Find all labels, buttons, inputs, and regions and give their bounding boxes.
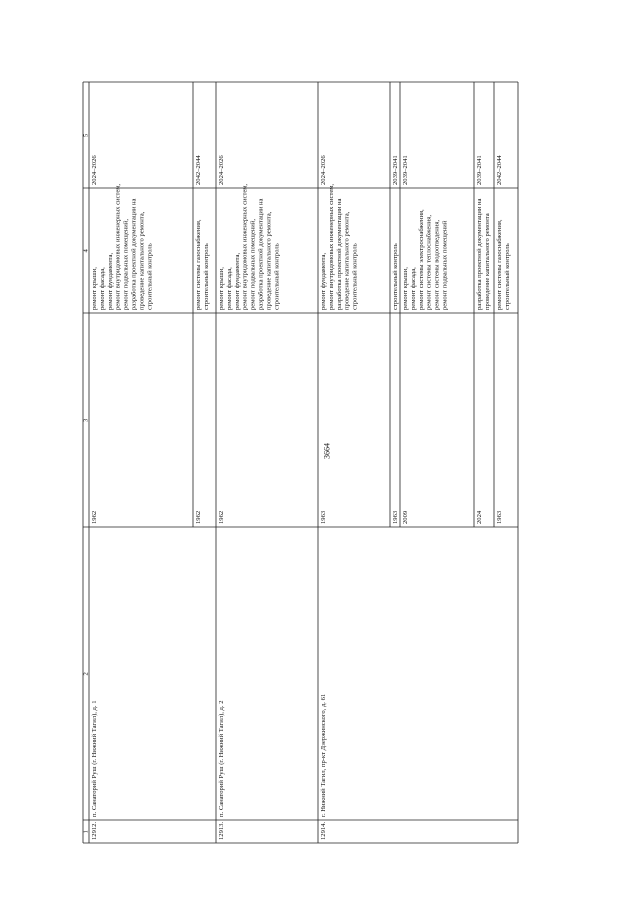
construction-year: 1963 xyxy=(496,510,503,524)
entry-address: п. Санаторий Руш (г. Нижний Тагил), д. 1 xyxy=(91,700,98,817)
work-item: строительный контроль xyxy=(202,243,210,310)
work-period: 2024–2026 xyxy=(91,155,98,185)
column-number-3: 3 xyxy=(82,418,90,422)
work-item: проведение капитального ремонта, xyxy=(343,211,351,310)
work-item: ремонт фундамента, xyxy=(233,252,241,310)
work-item: строительный контроль xyxy=(146,243,154,310)
work-item: строительный контроль xyxy=(392,243,399,310)
work-item: ремонт крыши, xyxy=(402,267,409,310)
work-item: ремонт внутридомовых инженерных систем, xyxy=(327,183,335,310)
entry-number: 12914. xyxy=(320,821,327,840)
work-item: проведение капитального ремонта xyxy=(483,213,491,310)
work-item: разработка проектной документации на xyxy=(335,198,343,310)
work-item: строительный контроль xyxy=(273,243,281,310)
work-item: ремонт подвальных помещений, xyxy=(122,219,130,310)
construction-year: 2024 xyxy=(476,510,483,524)
work-item: ремонт системы газоснабжения, xyxy=(496,219,503,310)
column-number-4: 4 xyxy=(82,249,90,253)
work-item: строительный контроль xyxy=(503,243,511,310)
work-item: ремонт системы водоотведения, xyxy=(433,219,441,310)
construction-year: 1963 xyxy=(320,510,327,524)
column-number-5: 5 xyxy=(82,133,90,137)
work-item: ремонт системы газоснабжения, xyxy=(195,219,202,310)
work-period: 2039–2041 xyxy=(402,155,409,185)
work-item: ремонт крыши, xyxy=(218,267,225,310)
work-period: 2039–2041 xyxy=(476,155,483,185)
work-period: 2024–2026 xyxy=(218,155,225,185)
work-item: ремонт подвальных помещений, xyxy=(249,219,257,310)
work-item: строительный контроль xyxy=(351,243,359,310)
column-number-2: 2 xyxy=(82,672,90,676)
work-item: проведение капитального ремонта, xyxy=(265,211,273,310)
work-item: ремонт фасада, xyxy=(409,267,417,310)
work-item: ремонт внутридомовых инженерных систем, xyxy=(114,183,122,310)
construction-year: 1962 xyxy=(195,510,202,524)
table-text xyxy=(83,133,511,840)
construction-year: 1962 xyxy=(91,510,98,524)
work-period: 2039–2041 xyxy=(392,155,399,185)
work-item: ремонт фундамента, xyxy=(320,252,327,310)
construction-year: 2009 xyxy=(402,510,409,524)
column-number-1: 1 xyxy=(82,830,90,834)
work-item: ремонт фасада, xyxy=(225,267,233,310)
entry-number: 12913. xyxy=(218,821,225,840)
work-item: ремонт крыши, xyxy=(91,267,98,310)
work-item: проведение капитального ремонта, xyxy=(138,211,146,310)
entry-address: п. Санаторий Руш (г. Нижний Тагил), д. 2 xyxy=(218,700,225,817)
construction-year: 1962 xyxy=(218,510,225,524)
work-item: разработка проектной документации на xyxy=(476,198,483,310)
work-item: ремонт внутридомовых инженерных систем, xyxy=(241,183,249,310)
table-grid-lines xyxy=(83,82,518,843)
entry-address: г. Нижний Тагил, пр-кт Дзержинского, д. 61 xyxy=(320,693,327,817)
work-item: ремонт подвальных помещений xyxy=(441,220,449,310)
construction-year: 1963 xyxy=(392,510,399,524)
work-item: ремонт фасада, xyxy=(98,267,106,310)
work-period: 2042–2044 xyxy=(496,155,503,185)
work-item: ремонт системы электроснабжения, xyxy=(417,209,425,310)
entry-number: 12912. xyxy=(91,821,98,840)
work-period: 2042–2044 xyxy=(195,155,202,185)
work-period: 2024–2026 xyxy=(320,155,327,185)
work-item: разработка проектной документации на xyxy=(130,198,138,310)
work-item: ремонт фундамента, xyxy=(106,252,114,310)
work-item: ремонт системы теплоснабжения, xyxy=(425,215,433,310)
page-number: 3664 xyxy=(322,443,332,459)
work-item: разработка проектной документации на xyxy=(257,198,265,310)
